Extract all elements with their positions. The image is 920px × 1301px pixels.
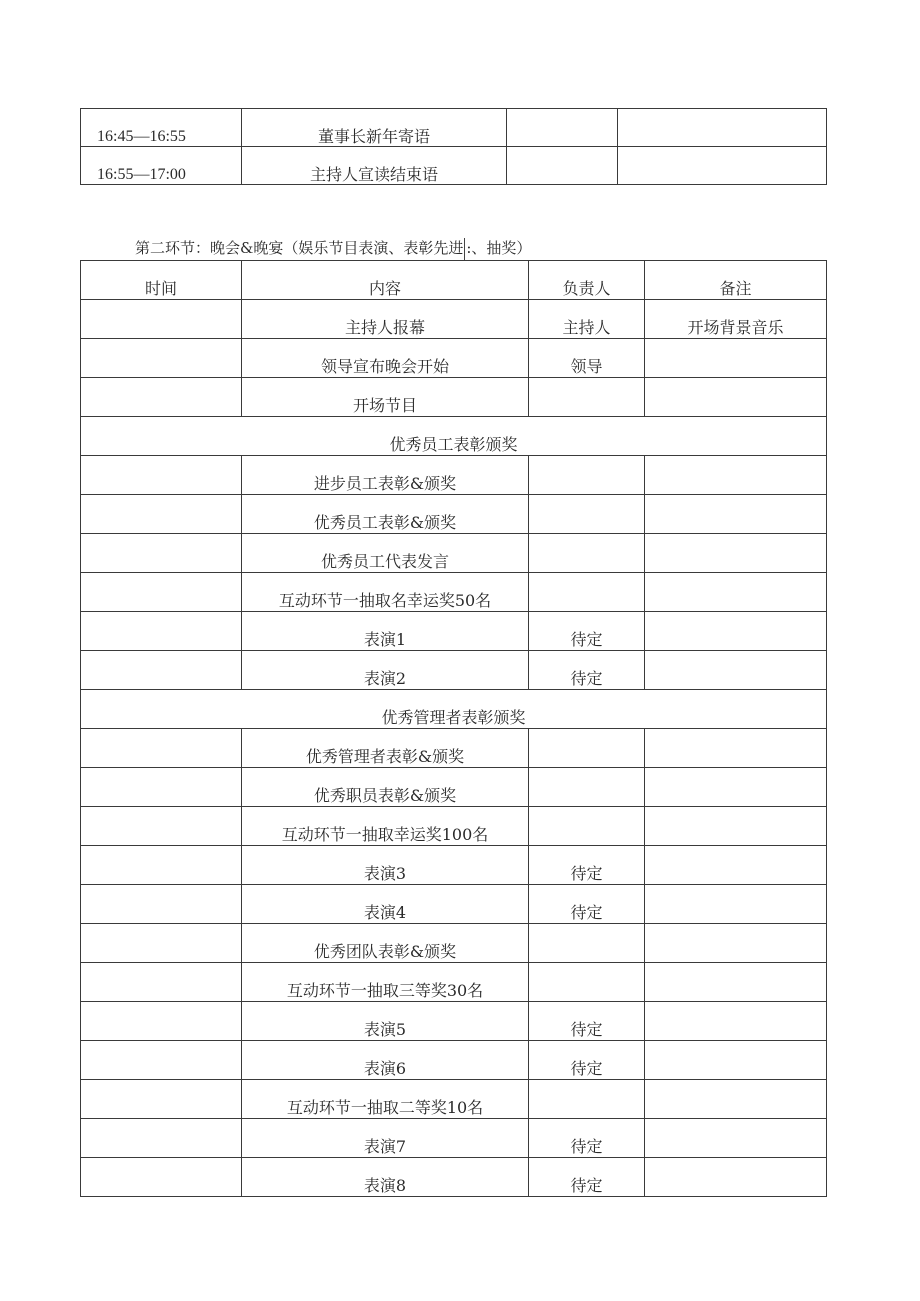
note-cell [645, 729, 827, 768]
header-note: 备注 [645, 261, 827, 300]
schedule-table-part-one-body [81, 109, 827, 185]
content-cell: 领导宣布晚会开始 [242, 339, 529, 378]
schedule-table-part-two-body [81, 261, 827, 1197]
table-row [81, 147, 827, 185]
table-header-row [81, 261, 827, 300]
content-cell: 表演3 [242, 846, 529, 885]
owner-cell [507, 147, 618, 185]
time-cell [81, 300, 242, 339]
note-cell [645, 846, 827, 885]
time-cell [81, 378, 242, 417]
time-cell [81, 885, 242, 924]
note-cell [645, 963, 827, 1002]
header-time: 时间 [81, 261, 242, 300]
content-cell: 优秀团队表彰&颁奖 [242, 924, 529, 963]
time-cell [81, 534, 242, 573]
table-row [81, 109, 827, 147]
header-content: 内容 [242, 261, 529, 300]
owner-cell [529, 807, 645, 846]
content-cell: 主持人报幕 [242, 300, 529, 339]
content-cell: 优秀员工代表发言 [242, 534, 529, 573]
time-cell [81, 924, 242, 963]
owner-cell: 待定 [529, 846, 645, 885]
table-row [81, 1002, 827, 1041]
table-row [81, 534, 827, 573]
table-row [81, 807, 827, 846]
owner-cell [529, 924, 645, 963]
owner-cell: 待定 [529, 1002, 645, 1041]
owner-cell [529, 729, 645, 768]
content-cell: 优秀管理者表彰&颁奖 [242, 729, 529, 768]
table-row [81, 963, 827, 1002]
note-cell [618, 147, 827, 185]
time-cell [81, 1080, 242, 1119]
content-cell: 表演4 [242, 885, 529, 924]
owner-cell [529, 456, 645, 495]
content-cell: 互动环节一抽取三等奖30名 [242, 963, 529, 1002]
time-cell: 16:55—17:00 [81, 147, 242, 185]
note-cell [645, 456, 827, 495]
note-cell [645, 573, 827, 612]
content-cell: 互动环节一抽取名幸运奖50名 [242, 573, 529, 612]
table-row [81, 846, 827, 885]
time-cell: 16:45—16:55 [81, 109, 242, 147]
note-cell [645, 1002, 827, 1041]
table-row [81, 300, 827, 339]
owner-cell [529, 573, 645, 612]
content-cell: 表演2 [242, 651, 529, 690]
table-row [81, 378, 827, 417]
owner-cell: 主持人 [529, 300, 645, 339]
content-cell: 进步员工表彰&颁奖 [242, 456, 529, 495]
section-title-text: 第二环节：晚会&晚宴（娱乐节目表演、表彰先进 [135, 239, 464, 257]
schedule-table-part-two [80, 260, 827, 1197]
owner-cell [507, 109, 618, 147]
content-cell: 表演8 [242, 1158, 529, 1197]
note-cell [645, 378, 827, 417]
content-cell: 优秀职员表彰&颁奖 [242, 768, 529, 807]
table-row [81, 573, 827, 612]
note-cell [645, 1158, 827, 1197]
owner-cell: 待定 [529, 612, 645, 651]
time-cell [81, 807, 242, 846]
section-row [81, 690, 827, 729]
note-cell [645, 651, 827, 690]
owner-cell: 待定 [529, 1158, 645, 1197]
time-cell [81, 495, 242, 534]
table-row [81, 495, 827, 534]
content-cell: 优秀员工表彰&颁奖 [242, 495, 529, 534]
content-cell: 表演6 [242, 1041, 529, 1080]
owner-cell: 待定 [529, 1041, 645, 1080]
note-cell [645, 1119, 827, 1158]
owner-cell [529, 963, 645, 1002]
note-cell [645, 612, 827, 651]
note-cell [645, 495, 827, 534]
owner-cell [529, 495, 645, 534]
table-row [81, 1158, 827, 1197]
time-cell [81, 963, 242, 1002]
section-title-text-tail: :、抽奖） [466, 239, 532, 257]
content-cell: 主持人宣读结束语 [242, 147, 507, 185]
time-cell [81, 729, 242, 768]
owner-cell [529, 1080, 645, 1119]
table-row [81, 768, 827, 807]
section-heading-cell: 优秀员工表彰颁奖 [81, 417, 827, 456]
schedule-table-part-one [80, 108, 827, 185]
owner-cell [529, 534, 645, 573]
owner-cell: 待定 [529, 651, 645, 690]
note-cell [645, 534, 827, 573]
content-cell: 互动环节一抽取幸运奖100名 [242, 807, 529, 846]
table-row [81, 651, 827, 690]
time-cell [81, 612, 242, 651]
content-cell: 董事长新年寄语 [242, 109, 507, 147]
time-cell [81, 1041, 242, 1080]
content-cell: 表演7 [242, 1119, 529, 1158]
note-cell: 开场背景音乐 [645, 300, 827, 339]
table-row [81, 456, 827, 495]
section-row [81, 417, 827, 456]
content-cell: 表演5 [242, 1002, 529, 1041]
owner-cell [529, 768, 645, 807]
time-cell [81, 651, 242, 690]
note-cell [645, 885, 827, 924]
table-row [81, 339, 827, 378]
time-cell [81, 768, 242, 807]
note-cell [645, 339, 827, 378]
table-row [81, 1119, 827, 1158]
section-heading-cell: 优秀管理者表彰颁奖 [81, 690, 827, 729]
note-cell [645, 807, 827, 846]
section-title [135, 238, 531, 260]
table-row [81, 1041, 827, 1080]
table-row [81, 1080, 827, 1119]
table-row [81, 729, 827, 768]
note-cell [645, 924, 827, 963]
time-cell [81, 846, 242, 885]
time-cell [81, 1119, 242, 1158]
time-cell [81, 456, 242, 495]
time-cell [81, 339, 242, 378]
owner-cell: 待定 [529, 885, 645, 924]
owner-cell: 待定 [529, 1119, 645, 1158]
note-cell [618, 109, 827, 147]
content-cell: 开场节目 [242, 378, 529, 417]
time-cell [81, 573, 242, 612]
owner-cell: 领导 [529, 339, 645, 378]
time-cell [81, 1158, 242, 1197]
table-row [81, 612, 827, 651]
note-cell [645, 1080, 827, 1119]
note-cell [645, 1041, 827, 1080]
note-cell [645, 768, 827, 807]
owner-cell [529, 378, 645, 417]
content-cell: 表演1 [242, 612, 529, 651]
header-owner: 负责人 [529, 261, 645, 300]
table-row [81, 885, 827, 924]
content-cell: 互动环节一抽取二等奖10名 [242, 1080, 529, 1119]
time-cell [81, 1002, 242, 1041]
table-row [81, 924, 827, 963]
